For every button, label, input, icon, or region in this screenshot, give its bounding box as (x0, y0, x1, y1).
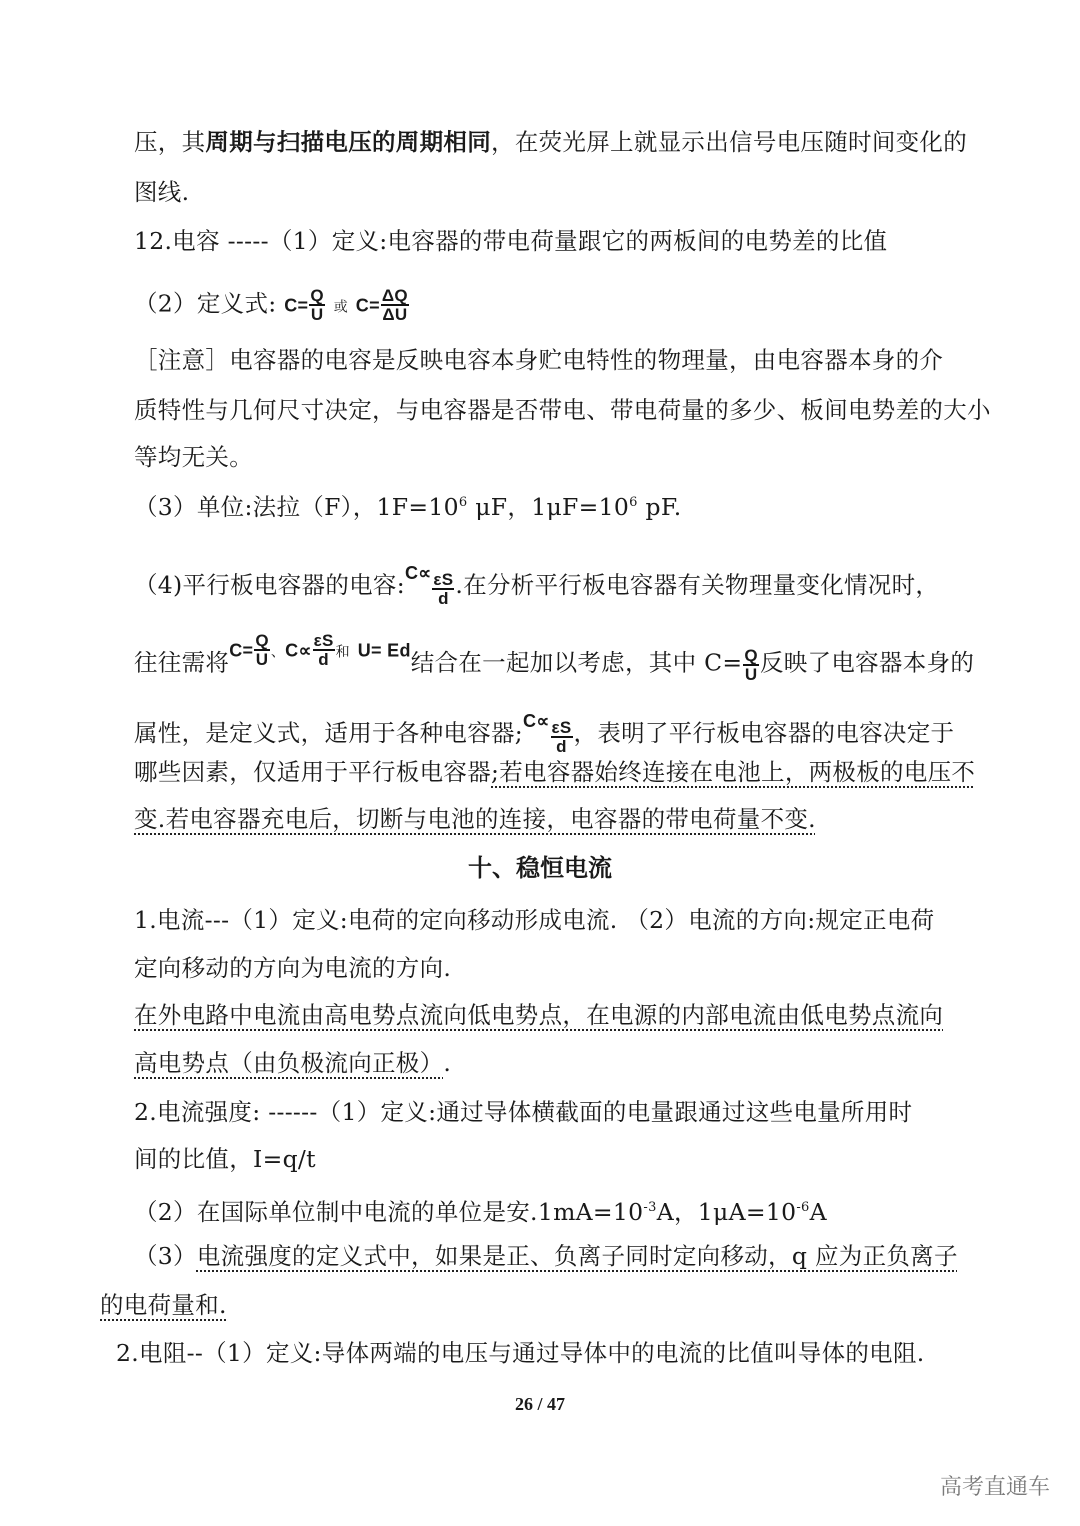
text: ，表明了平行板电容器的电容决定于 (573, 719, 955, 747)
emphasized-text: 的电荷量和. (100, 1291, 227, 1319)
fraction-q-over-u (254, 632, 270, 668)
paragraph-line (134, 804, 816, 834)
superscript: -3 (643, 1200, 657, 1215)
parallel-plate-line (134, 706, 954, 755)
section-item-capacitance: 12.电容 -----（1）定义:电容器的带电荷量跟它的两板间的电势差的比值 (134, 227, 888, 255)
watermark: 高考直通车 (939, 1475, 1050, 1500)
text: ，在荧光屏上就显示出信号电压随时间变化的 (491, 128, 968, 156)
numerator: Q (310, 286, 324, 305)
parallel-plate-line (134, 558, 939, 607)
superscript: 6 (458, 495, 468, 510)
paragraph-line: 定向移动的方向为电流的方向. (134, 954, 452, 982)
and-text: 和 (335, 644, 350, 661)
text: 压，其 (134, 128, 206, 156)
text: 反映了电容器本身的 (759, 648, 975, 677)
text: A，1μA=10 (656, 1198, 797, 1226)
text: （3） (134, 1242, 197, 1270)
paragraph-line: 2.电流强度: ------（1）定义:通过导体横截面的电量跟通过这些电量所用时 (134, 1098, 913, 1126)
numerator: Q (255, 631, 269, 650)
formula-line (134, 287, 410, 323)
text: pF. (637, 493, 682, 521)
text: （2）定义式: (134, 289, 277, 318)
paragraph-line (134, 127, 967, 157)
text: 哪些因素，仅适用于平行板电容器 (134, 758, 491, 786)
text: 结合在一起加以考虑，其中 C= (410, 648, 743, 677)
formula-u-ed: U= Ed (357, 640, 411, 661)
text: . (443, 1049, 452, 1077)
text: A (809, 1198, 827, 1226)
emphasized-text: 在外电路中电流由高电势点流向低电势点，在电源的内部电流由低电势点流向 (134, 1001, 944, 1029)
paragraph-line (100, 1290, 227, 1320)
fraction-es-over-d (432, 571, 454, 607)
superscript: -6 (796, 1200, 810, 1215)
fraction-q-over-u (743, 647, 759, 683)
paragraph-line (134, 1000, 943, 1030)
numerator: εS (551, 718, 572, 737)
denominator: d (318, 650, 329, 669)
numerator: εS (433, 570, 454, 589)
denominator: U (310, 305, 324, 324)
fraction-es-over-d (551, 719, 573, 755)
page-number: 26 / 47 (514, 1394, 565, 1414)
bold-text: 周期与扫描电压的周期相同 (205, 128, 492, 156)
paragraph-line (134, 1048, 451, 1078)
text: 往往需将 (134, 648, 230, 677)
text: （3）单位:法拉（F），1F=10 (134, 493, 459, 521)
formula-group: C= $\frac{Q}{U}$ 、C∝ $\frac{\varepsilon S}{d}$ 和 U= Ed (229, 631, 411, 669)
text: 属性，是定义式，适用于各种电容器; (134, 719, 524, 747)
formula-c: C= (284, 295, 309, 316)
paragraph-line (134, 1241, 958, 1271)
paragraph-line: 图线. (134, 178, 190, 206)
denominator: ΔU (382, 305, 408, 324)
formula-c: C= (355, 295, 380, 316)
note-line: 质特性与几何尺寸决定，与电容器是否带电、带电荷量的多少、板间电势差的大小 (134, 396, 991, 424)
paragraph-line (134, 1193, 827, 1227)
numerator: ΔQ (381, 286, 408, 305)
superscript: 6 (629, 495, 638, 510)
denominator: d (556, 737, 567, 756)
denominator: d (438, 589, 449, 608)
denominator: U (255, 650, 269, 669)
note-line: ［注意］电容器的电容是反映电容本身贮电特性的物理量，由电容器本身的介 (134, 346, 944, 374)
formula-c-prop: C∝ (404, 563, 432, 583)
emphasized-text: 电流强度的定义式中，如果是正、负离子同时定向移动，q 应为正负离子 (196, 1242, 958, 1270)
paragraph-line: 1.电流---（1）定义:电荷的定向移动形成电流. （2）电流的方向:规定正电荷 (134, 906, 935, 934)
text: μF，1μF=10 (467, 493, 630, 521)
unit-line (134, 488, 682, 522)
fraction-q-over-u (309, 287, 325, 323)
numerator: Q (744, 645, 758, 665)
emphasized-text: ;若电容器始终连接在电池上，两极板的电压不 (491, 758, 976, 786)
formula-c-prop: C∝ (523, 711, 550, 731)
fraction-dq-over-du (381, 287, 409, 323)
formula-c-prop: C∝ (285, 640, 312, 661)
or-text: 或 (333, 299, 348, 316)
emphasized-text: 高电势点（由负极流向正极） (134, 1049, 444, 1077)
formula-c: C= (229, 640, 254, 661)
paragraph-line: 2.电阻--（1）定义:导体两端的电压与通过导体中的电流的比值叫导体的电阻. (116, 1339, 925, 1367)
parallel-plate-line (134, 632, 974, 683)
text: .在分析平行板电容器有关物理量变化情况时， (455, 571, 940, 599)
emphasized-text: 变.若电容器充电后，切断与电池的连接，电容器的带电荷量不变. (134, 805, 816, 833)
section-heading: 十、稳恒电流 (468, 853, 612, 882)
note-line: 等均无关。 (134, 443, 253, 471)
numerator: εS (313, 631, 334, 650)
fraction-es-over-d (313, 632, 335, 668)
denominator: U (744, 664, 758, 684)
text: （4)平行板电容器的电容: (134, 571, 405, 599)
text: （2）在国际单位制中电流的单位是安.1mA=10 (134, 1198, 644, 1226)
paragraph-line (134, 757, 975, 787)
paragraph-line: 间的比值，I=q/t (134, 1145, 316, 1173)
